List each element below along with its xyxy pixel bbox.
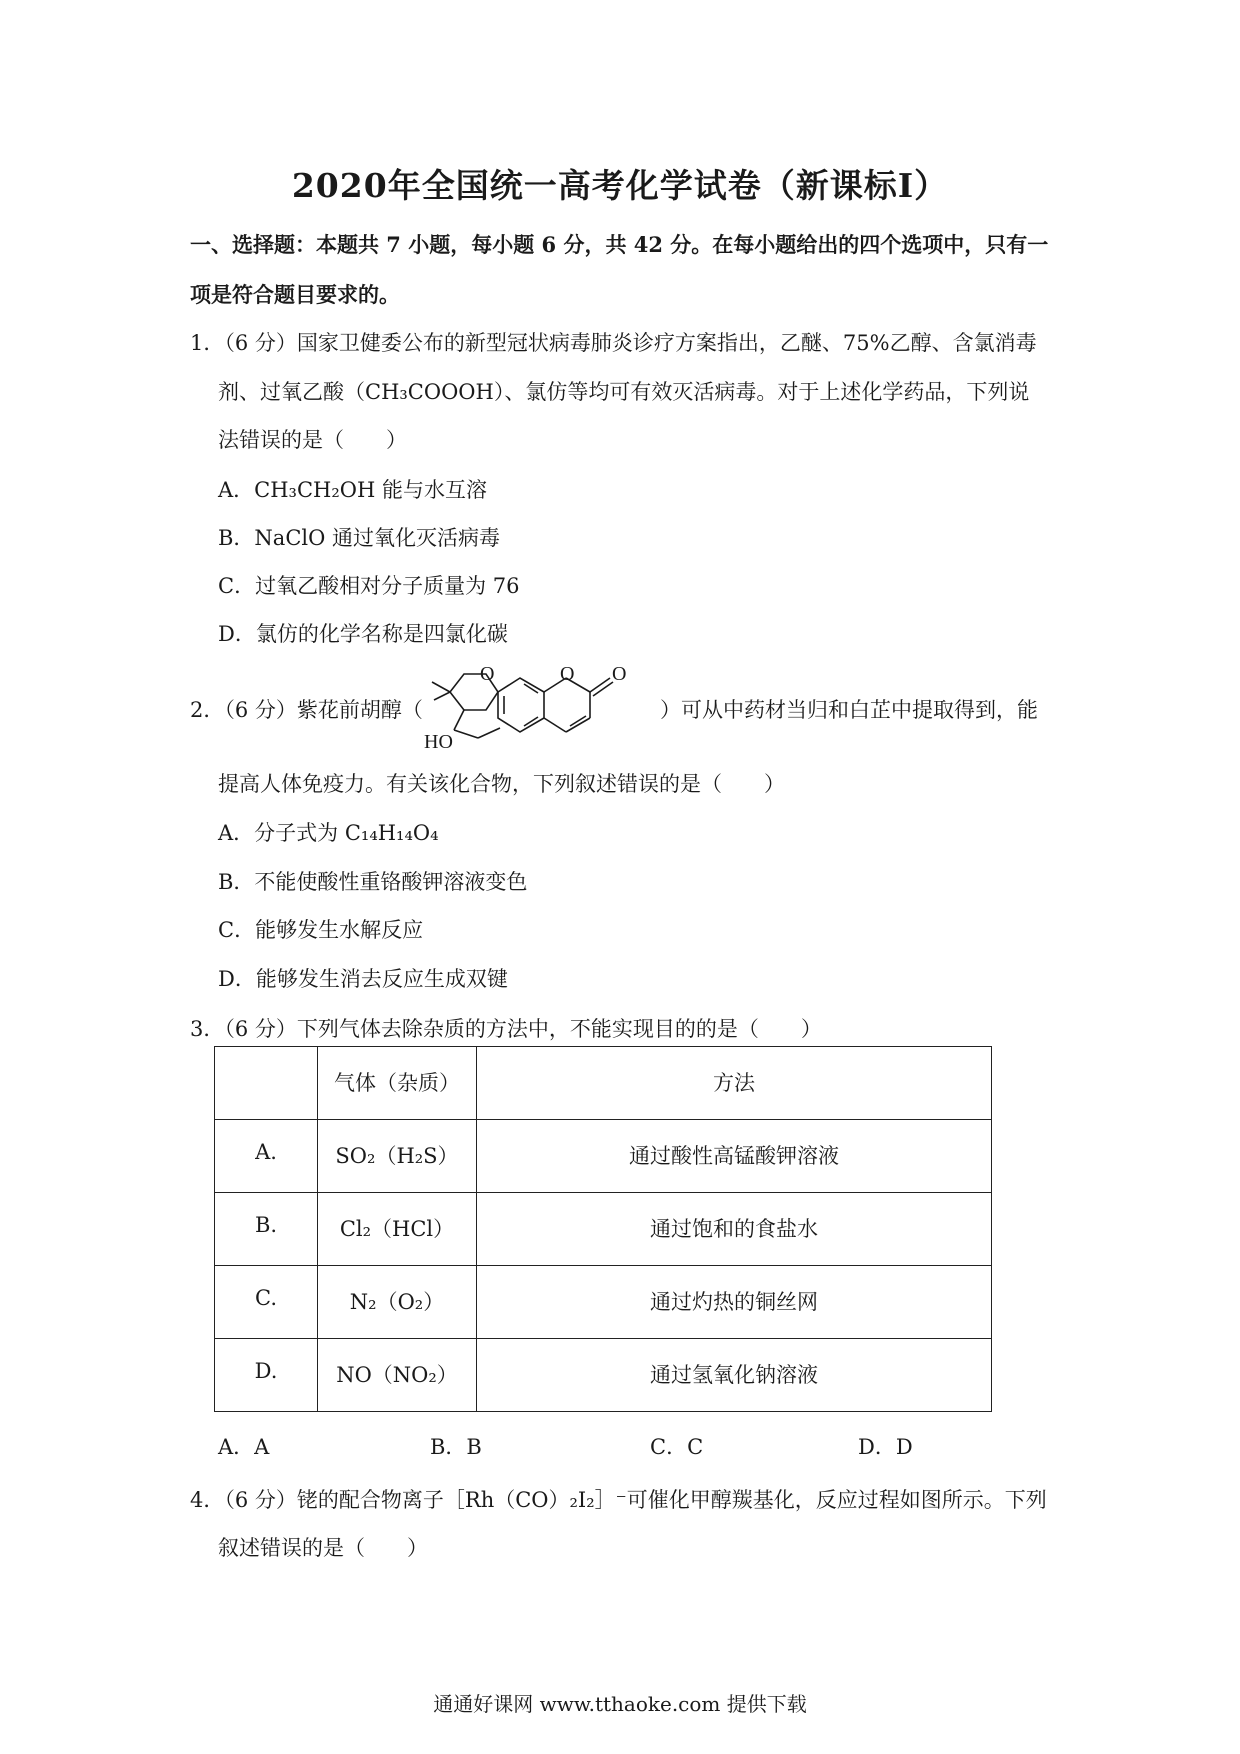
table-cell: Cl₂（HCl） xyxy=(318,1193,477,1266)
q1-option-d: D．氯仿的化学名称是四氯化碳 xyxy=(218,622,508,646)
section-header-line2: 项是符合题目要求的。 xyxy=(190,282,400,307)
table-row xyxy=(215,1339,992,1412)
table-cell: B. xyxy=(215,1193,318,1266)
q1-line3: 法错误的是（ ） xyxy=(218,428,407,452)
table-row xyxy=(215,1193,992,1266)
table-row xyxy=(215,1120,992,1193)
q1-option-b: B．NaClO 通过氧化灭活病毒 xyxy=(218,526,501,550)
table-row xyxy=(215,1266,992,1339)
table-cell: 通过灼热的铜丝网 xyxy=(477,1266,992,1339)
q2-line2: 提高人体免疫力。有关该化合物，下列叙述错误的是（ ） xyxy=(218,772,785,796)
table-header-cell xyxy=(215,1047,318,1120)
ring-oxygen-1: O xyxy=(480,664,495,685)
q2-option-c: C．能够发生水解反应 xyxy=(218,918,424,942)
q3-option-a: A．A xyxy=(218,1435,270,1459)
table-cell: A. xyxy=(215,1120,318,1193)
q1-option-a: A．CH₃CH₂OH 能与水互溶 xyxy=(218,478,487,502)
page-footer: 通通好课网 www.tthaoke.com 提供下载 xyxy=(433,1692,807,1716)
q2-line1-prefix: 2．（6 分）紫花前胡醇（ xyxy=(190,698,423,722)
gas-impurity-table xyxy=(214,1046,992,1412)
q4-line2: 叙述错误的是（ ） xyxy=(218,1536,428,1560)
q3-option-c: C．C xyxy=(650,1435,704,1459)
table-cell: SO₂（H₂S） xyxy=(318,1120,477,1193)
q1-line2: 剂、过氧乙酸（CH₃COOOH）、氯仿等均可有效灭活病毒。对于上述化学药品，下列说 xyxy=(218,380,1030,404)
q2-line1-suffix: ）可从中药材当归和白芷中提取得到，能 xyxy=(660,698,1038,722)
table-header-row xyxy=(215,1047,992,1120)
hydroxyl-label: HO xyxy=(424,731,453,753)
q3-option-d: D．D xyxy=(858,1435,913,1459)
table-cell: 通过氢氧化钠溶液 xyxy=(477,1339,992,1412)
q1-option-c: C．过氧乙酸相对分子质量为 76 xyxy=(218,574,520,598)
section-header-line1: 一、选择题：本题共 7 小题，每小题 6 分，共 42 分。在每小题给出的四个选项中，只有一 xyxy=(190,232,1049,257)
q4-line1: 4．（6 分）铑的配合物离子［Rh（CO）₂I₂］⁻可催化甲醇羰基化，反应过程如图所示。下列 xyxy=(190,1488,1047,1512)
q2-option-a: A．分子式为 C₁₄H₁₄O₄ xyxy=(218,821,439,845)
table-header-cell: 气体（杂质） xyxy=(318,1047,477,1120)
table-cell: D. xyxy=(215,1339,318,1412)
carbonyl-oxygen: O xyxy=(612,664,627,685)
q3-option-b: B．B xyxy=(430,1435,482,1459)
table-cell: 通过饱和的食盐水 xyxy=(477,1193,992,1266)
table-header-cell: 方法 xyxy=(477,1047,992,1120)
ring-oxygen-2: O xyxy=(560,664,575,685)
q2-option-d: D．能够发生消去反应生成双键 xyxy=(218,967,508,991)
q2-option-b: B．不能使酸性重铬酸钾溶液变色 xyxy=(218,870,528,894)
structural-formula-image xyxy=(420,664,660,756)
table-cell: N₂（O₂） xyxy=(318,1266,477,1339)
q3-line1: 3．（6 分）下列气体去除杂质的方法中，不能实现目的的是（ ） xyxy=(190,1017,822,1041)
table-cell: NO（NO₂） xyxy=(318,1339,477,1412)
q1-line1: 1．（6 分）国家卫健委公布的新型冠状病毒肺炎诊疗方案指出，乙醚、75%乙醇、含氯消毒 xyxy=(190,331,1037,355)
table-cell: 通过酸性高锰酸钾溶液 xyxy=(477,1120,992,1193)
page-title: 2020年全国统一高考化学试卷（新课标Ⅰ） xyxy=(291,166,949,205)
table-cell: C. xyxy=(215,1266,318,1339)
